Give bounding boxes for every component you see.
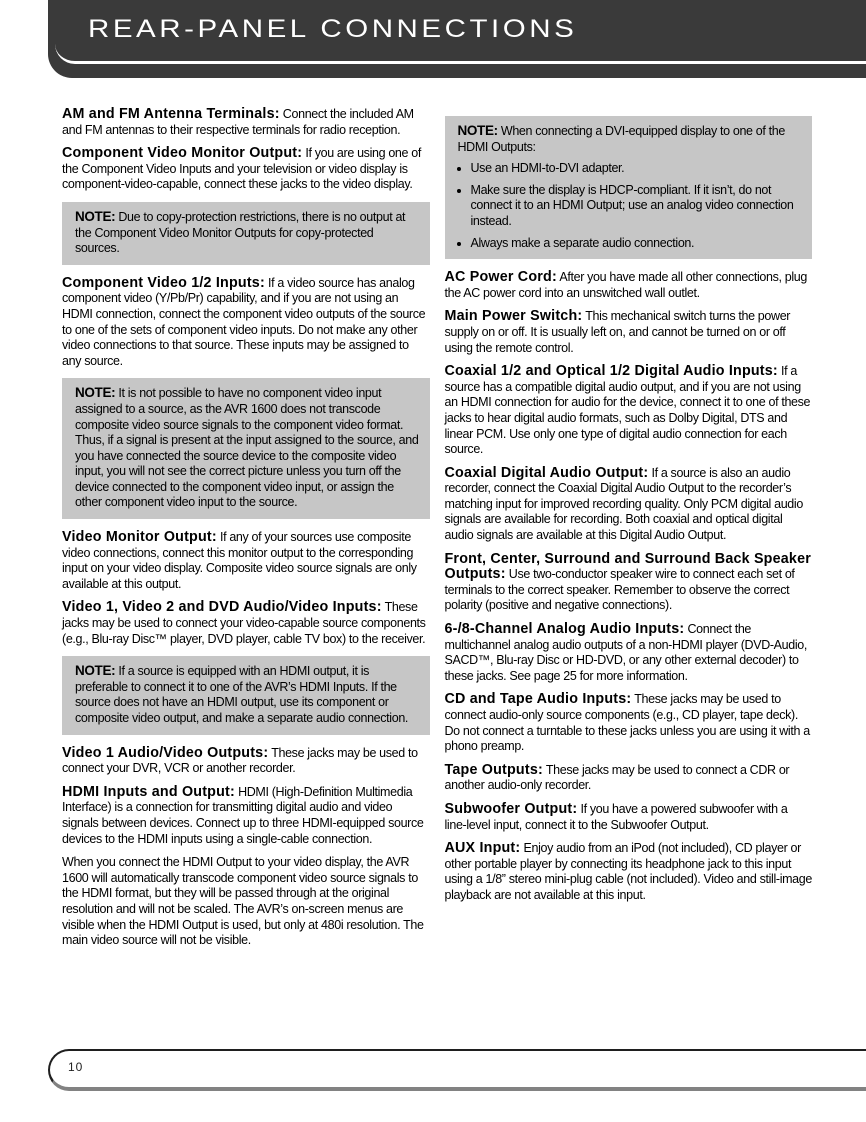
section: 6-/8-Channel Analog Audio Inputs: Connect the multichannel analog audio outputs of a non-HDMI player (DVD-Audio, SACD™, Blu-ray Disc or HD-DVD, or any other external decoder) to these jacks. See page 25 for more information.: [444, 621, 808, 683]
section: Subwoofer Output: If you have a powered subwoofer with a line-level input, connect it to the Subwoofer Output.: [444, 800, 788, 832]
section-heading: Video 1 Audio/Video Outputs:: [62, 744, 269, 761]
section-heading: Coaxial 1/2 and Optical 1/2 Digital Audio Inputs:: [444, 363, 778, 380]
page-footer-bar: [48, 1049, 866, 1091]
note-text: NOTE: If a source is equipped with an HDMI output, it is preferable to connect it to one of the AVR’s HDMI Inputs. If the source does not have an HDMI output, use its component or composite video output, and make a separate audio connection.: [75, 663, 409, 725]
section-heading: AC Power Cord:: [444, 269, 557, 286]
section-heading: Component Video 1/2 Inputs:: [62, 274, 265, 291]
section: Component Video Monitor Output: If you are using one of the Component Video Inputs and your television or video display is component-video-capable, connect these jacks to the video display.: [62, 145, 421, 192]
section: Video 1, Video 2 and DVD Audio/Video Inputs: These jacks may be used to connect your video-capable source components (e.g., Blu-ray Disc™ player, DVD player, cable TV box) to the receiver.: [62, 599, 426, 646]
note-bullet-item: • Make sure the display is HDCP-compliant. If it isn’t, do not connect it to an HDMI Output; use an analog video connection instead.: [471, 183, 804, 230]
section-heading: Video 1, Video 2 and DVD Audio/Video Inputs:: [62, 599, 382, 616]
section: Tape Outputs: These jacks may be used to connect a CDR or another audio-only recorder.: [444, 761, 790, 793]
section: Coaxial Digital Audio Output: If a source is also an audio recorder, connect the Coaxial Digital Audio Output to the recorder’s matching input for improved recording quality. Only PCM digital audio signals are available for recording. Both coaxial and optical digital audio signals are available at this Digital Audio Output.: [444, 464, 803, 543]
note-text: NOTE: Due to copy-protection restrictions, there is no output at the Component Video Monitor Outputs for copy-protected sources.: [75, 208, 406, 256]
note-label: NOTE:: [75, 208, 116, 224]
section-heading: AUX Input:: [444, 840, 521, 857]
section-heading: Coaxial Digital Audio Output:: [444, 464, 649, 481]
section: Front, Center, Surround and Surround Back Speaker Outputs: Use two-conductor speaker wire to connect each set of terminals to the correct speaker. Remember to observe the correct polarity (positive and negative connections).: [444, 550, 811, 613]
section-heading: Video Monitor Output:: [62, 529, 217, 546]
section-heading: Component Video Monitor Output:: [62, 145, 303, 162]
page-title: REAR-PANEL CONNECTIONS: [88, 15, 578, 43]
paragraph: When you connect the HDMI Output to your video display, the AVR 1600 will automatically transcode component video source signals to the HDMI format, but they will be passed through at the original resolution and will not be scaled. The AVR’s on-screen menus are visible when the HDMI Output is used, but only at 480i resolution. The main video source will not be visible.: [62, 855, 424, 948]
right-column: [445, 107, 813, 957]
section-heading: 6-/8-Channel Analog Audio Inputs:: [444, 621, 685, 638]
section-heading: AM and FM Antenna Terminals:: [62, 106, 280, 122]
section-heading: Main Power Switch:: [444, 308, 583, 325]
section: Video 1 Audio/Video Outputs: These jacks may be used to connect your DVR, VCR or another recorder.: [62, 744, 418, 776]
section: Coaxial 1/2 and Optical 1/2 Digital Audio Inputs: If a source has a compatible digital audio output, and if you are not using an HDMI connection for audio for the device, connect it to one of these jacks to hear digital audio formats, such as Dolby Digital, DTS and linear PCM. Use only one type of digital audio connection for each source.: [444, 363, 811, 457]
page-header-bar: [48, 0, 866, 78]
note-box: [62, 202, 430, 265]
page-number: 10: [68, 1060, 84, 1074]
section: Component Video 1/2 Inputs: If a video source has analog component video (Y/Pb/Pr) capability, and if you are not using an HDMI connection, connect the component video outputs of the source to one of the sets of component video inputs. Do not make any other video connections to that source. These inputs may be assigned to any source.: [62, 274, 426, 368]
section: HDMI Inputs and Output: HDMI (High-Definition Multimedia Interface) is a connection for transmitting digital audio and video signals between devices. Connect up to three HDMI-equipped source devices to the HDMI inputs using a single-cable connection.: [62, 783, 424, 846]
section-heading: CD and Tape Audio Inputs:: [444, 691, 632, 708]
section-heading: Front, Center, Surround and Surround Back Speaker Outputs:: [444, 550, 811, 583]
content-columns: [62, 107, 812, 957]
note-box: [445, 116, 813, 259]
note-bullet-list: [458, 161, 804, 251]
note-label: NOTE:: [457, 123, 498, 138]
section: AC Power Cord: After you have made all other connections, plug the AC power cord into an unswitched wall outlet.: [444, 269, 807, 300]
section: AUX Input: Enjoy audio from an iPod (not included), CD player or other portable player by connecting its headphone jack to this input using a 1/8” stereo mini-plug cable (not included). Video and still-image playback are not available at this input.: [444, 840, 812, 902]
note-label: NOTE:: [75, 663, 116, 679]
section: CD and Tape Audio Inputs: These jacks may be used to connect audio-only source components (e.g., CD player, tape deck). Do not connect a turntable to these jacks unless you are using it with a phono preamp.: [444, 691, 810, 754]
note-label: NOTE:: [75, 385, 116, 401]
left-column: [62, 107, 430, 957]
section: Main Power Switch: This mechanical switch turns the power supply on or off. It is usually left on, and cannot be turned on or off using the remote control.: [444, 308, 791, 355]
section-heading: HDMI Inputs and Output:: [62, 783, 235, 800]
note-bullet-item: • Always make a separate audio connection.: [471, 236, 804, 252]
section: Video Monitor Output: If any of your sources use composite video connections, connect this monitor output to the corresponding input on your video display. Composite video source signals are only available at this output.: [62, 529, 417, 591]
note-box: [62, 378, 430, 519]
section: AM and FM Antenna Terminals: Connect the included AM and FM antennas to their respective terminals for radio reception.: [62, 106, 414, 137]
note-bullet-item: • Use an HDMI-to-DVI adapter.: [471, 161, 804, 177]
section-heading: Tape Outputs:: [444, 761, 543, 778]
note-text: NOTE: It is not possible to have no component video input assigned to a source, as the AVR 1600 does not transcode composite video source signals to the component video format. Thus, if a signal is present at the input assigned to the source, and you have connected the source device to the composite video input, you will not see the correct picture unless you turn off the device connected to the component video input, or assign the other component video input to the source.: [75, 385, 419, 510]
note-box: [62, 656, 430, 734]
note-text: NOTE: When connecting a DVI-equipped display to one of the HDMI Outputs:: [457, 123, 785, 154]
section-heading: Subwoofer Output:: [444, 800, 578, 817]
